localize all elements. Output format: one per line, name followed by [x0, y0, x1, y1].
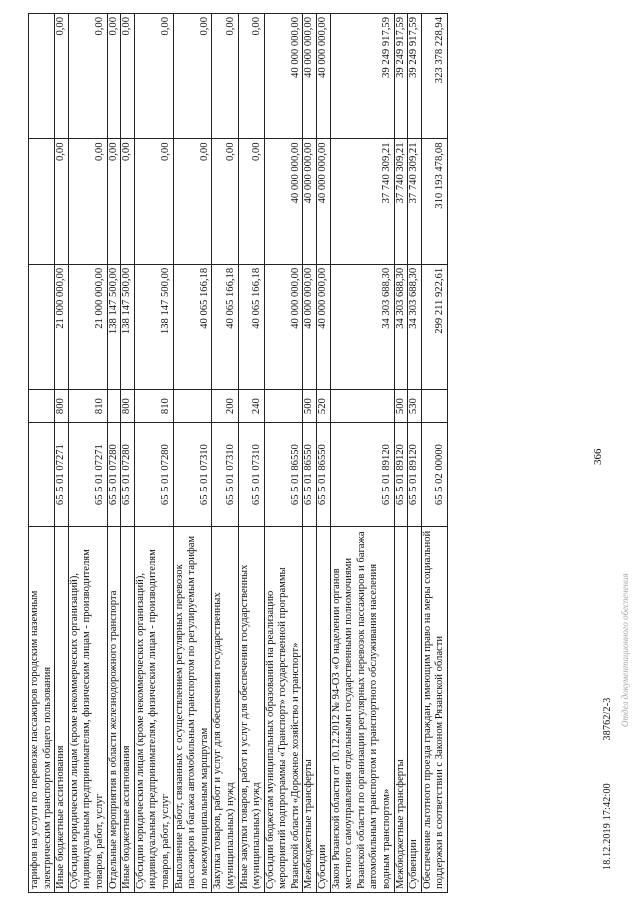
table-row [264, 14, 303, 893]
row-amount-2022-cell: 39 249 917,59 [330, 14, 394, 139]
table-row [212, 14, 238, 893]
row-amount-2021-cell: 37 740 309,21 [408, 139, 422, 264]
table-row [121, 14, 135, 893]
row-amount-2022-cell: 0,00 [107, 14, 121, 139]
row-amount-2020-cell: 40 065 166,18 [173, 264, 212, 389]
table-row [317, 14, 331, 893]
table-row [303, 14, 317, 893]
row-name-cell: Межбюджетные трансферты [394, 527, 408, 893]
row-amount-2020-cell: 21 000 000,00 [55, 264, 69, 389]
row-code-cell: 65 5 01 86550 [317, 422, 331, 526]
row-code-cell: 65 5 01 07280 [107, 422, 121, 526]
row-name-cell: Межбюджетные трансферты [303, 527, 317, 893]
row-amount-2022-cell: 0,00 [212, 14, 238, 139]
row-code-cell: 65 5 01 86550 [303, 422, 317, 526]
row-code-cell: 65 5 01 07310 [173, 422, 212, 526]
row-name-cell: Отдельные мероприятия в области железнодорожного транспорта [107, 527, 121, 893]
row-expense-type-cell [421, 390, 447, 423]
table-row [330, 14, 394, 893]
row-code-cell: 65 5 02 00000 [421, 422, 447, 526]
row-expense-type-cell: 810 [68, 390, 107, 423]
row-amount-2021-cell: 0,00 [134, 139, 173, 264]
row-code-cell: 65 5 01 86550 [264, 422, 303, 526]
row-amount-2021-cell: 37 740 309,21 [394, 139, 408, 264]
budget-table [28, 13, 448, 893]
row-name-cell: Субвенции [408, 527, 422, 893]
row-amount-2021-cell [29, 139, 55, 264]
row-expense-type-cell [330, 390, 394, 423]
table-row [29, 14, 55, 893]
row-code-cell: 65 5 01 07280 [134, 422, 173, 526]
row-amount-2020-cell: 21 000 000,00 [68, 264, 107, 389]
row-name-cell: Субсидии юридическим лицам (кроме некоммерческих организаций), индивидуальным предпринимателям, физическим лицам - производителям товаров, работ, услуг [134, 527, 173, 893]
row-amount-2021-cell: 40 000 000,00 [264, 139, 303, 264]
watermark-stamp: Отдел документационного обеспечения [620, 573, 630, 727]
table-row [408, 14, 422, 893]
row-expense-type-cell: 810 [134, 390, 173, 423]
row-amount-2020-cell: 40 000 000,00 [264, 264, 303, 389]
row-name-cell: Иные бюджетные ассигнования [121, 527, 135, 893]
row-amount-2022-cell: 0,00 [55, 14, 69, 139]
row-amount-2020-cell: 34 303 688,30 [408, 264, 422, 389]
table-row [107, 14, 121, 893]
table-row [134, 14, 173, 893]
row-amount-2020-cell: 299 211 922,61 [421, 264, 447, 389]
row-expense-type-cell: 200 [212, 390, 238, 423]
row-name-cell: тарифов на услуги по перевозке пассажиров городским наземным электрическим транспортом общего пользования [29, 527, 55, 893]
row-amount-2021-cell: 0,00 [55, 139, 69, 264]
row-expense-type-cell: 240 [238, 390, 264, 423]
row-amount-2021-cell: 0,00 [238, 139, 264, 264]
row-amount-2020-cell: 34 303 688,30 [330, 264, 394, 389]
table-row [173, 14, 212, 893]
row-code-cell [29, 422, 55, 526]
table-row [68, 14, 107, 893]
row-expense-type-cell: 530 [408, 390, 422, 423]
row-amount-2020-cell: 40 000 000,00 [303, 264, 317, 389]
row-amount-2021-cell: 40 000 000,00 [317, 139, 331, 264]
budget-table-body [29, 14, 448, 893]
row-expense-type-cell: 800 [121, 390, 135, 423]
row-amount-2020-cell: 138 147 500,00 [134, 264, 173, 389]
row-name-cell: Выполнение работ, связанных с осуществлением регулярных перевозок пассажиров и багажа автомобильным транспортом по регулируемым тарифам по межмуниципальным маршрутам [173, 527, 212, 893]
footer-timestamp: 18.12.2019 17:42:00 [602, 783, 613, 870]
row-amount-2022-cell: 0,00 [173, 14, 212, 139]
row-amount-2020-cell [29, 264, 55, 389]
row-code-cell: 65 5 01 07280 [121, 422, 135, 526]
row-name-cell: Субсидии [317, 527, 331, 893]
row-name-cell: Субсидии юридическим лицам (кроме некоммерческих организаций), индивидуальным предпринимателям, физическим лицам - производителям товаров, работ, услуг [68, 527, 107, 893]
row-expense-type-cell: 500 [394, 390, 408, 423]
row-expense-type-cell: 800 [55, 390, 69, 423]
row-code-cell: 65 5 01 89120 [408, 422, 422, 526]
row-amount-2022-cell: 323 378 228,94 [421, 14, 447, 139]
row-code-cell: 65 5 01 07271 [55, 422, 69, 526]
row-amount-2020-cell: 40 065 166,18 [212, 264, 238, 389]
footer-stamp [602, 698, 613, 870]
row-amount-2021-cell: 37 740 309,21 [330, 139, 394, 264]
row-code-cell: 65 5 01 89120 [330, 422, 394, 526]
row-name-cell: Иные бюджетные ассигнования [55, 527, 69, 893]
row-amount-2021-cell: 40 000 000,00 [303, 139, 317, 264]
table-row [394, 14, 408, 893]
row-amount-2020-cell: 138 147 500,00 [121, 264, 135, 389]
row-amount-2022-cell: 0,00 [68, 14, 107, 139]
row-amount-2022-cell: 0,00 [238, 14, 264, 139]
row-amount-2022-cell [29, 14, 55, 139]
row-amount-2020-cell: 138 147 500,00 [107, 264, 121, 389]
row-amount-2022-cell: 0,00 [121, 14, 135, 139]
row-expense-type-cell [173, 390, 212, 423]
row-amount-2021-cell: 0,00 [68, 139, 107, 264]
row-code-cell: 65 5 01 89120 [394, 422, 408, 526]
row-expense-type-cell [107, 390, 121, 423]
row-amount-2022-cell: 39 249 917,59 [394, 14, 408, 139]
row-amount-2021-cell: 0,00 [212, 139, 238, 264]
row-amount-2021-cell: 0,00 [173, 139, 212, 264]
page-number: 366 [592, 448, 604, 465]
row-code-cell: 65 5 01 07310 [238, 422, 264, 526]
footer-doc-id: 38762/2-3 [602, 697, 613, 741]
row-name-cell: Обеспечение льготного проезда граждан, имеющим право на меры социальной поддержки в соответствии с Законом Рязанской области [421, 527, 447, 893]
row-amount-2022-cell: 40 000 000,00 [317, 14, 331, 139]
row-amount-2020-cell: 40 065 166,18 [238, 264, 264, 389]
row-amount-2021-cell: 0,00 [107, 139, 121, 264]
table-row [55, 14, 69, 893]
table-row [421, 14, 447, 893]
row-amount-2020-cell: 34 303 688,30 [394, 264, 408, 389]
row-amount-2022-cell: 0,00 [134, 14, 173, 139]
row-code-cell: 65 5 01 07310 [212, 422, 238, 526]
row-amount-2021-cell: 310 193 478,08 [421, 139, 447, 264]
row-expense-type-cell: 500 [303, 390, 317, 423]
row-code-cell: 65 5 01 07271 [68, 422, 107, 526]
row-name-cell: Иные закупки товаров, работ и услуг для обеспечения государственных (муниципальных) нужд [238, 527, 264, 893]
row-expense-type-cell [29, 390, 55, 423]
table-row [238, 14, 264, 893]
row-expense-type-cell [264, 390, 303, 423]
row-name-cell: Закон Рязанской области от 10.12.2012 № 94-ОЗ «О наделении органов местного самоуправления отдельными государственными полномочиями Рязанской области по организации регулярных перевозок пассажиров и багажа автомобильным транспортом и транспортного обслуживания населения водным транспортом» [330, 527, 394, 893]
row-name-cell: Субсидии бюджетам муниципальных образований на реализацию мероприятий подпрограммы «Транспорт» государственной программы Рязанской области «Дорожное хозяйство и транспорт» [264, 527, 303, 893]
row-expense-type-cell: 520 [317, 390, 331, 423]
row-amount-2022-cell: 40 000 000,00 [264, 14, 303, 139]
row-name-cell: Закупка товаров, работ и услуг для обеспечения государственных (муниципальных) нужд [212, 527, 238, 893]
row-amount-2021-cell: 0,00 [121, 139, 135, 264]
row-amount-2020-cell: 40 000 000,00 [317, 264, 331, 389]
row-amount-2022-cell: 40 000 000,00 [303, 14, 317, 139]
row-amount-2022-cell: 39 249 917,59 [408, 14, 422, 139]
